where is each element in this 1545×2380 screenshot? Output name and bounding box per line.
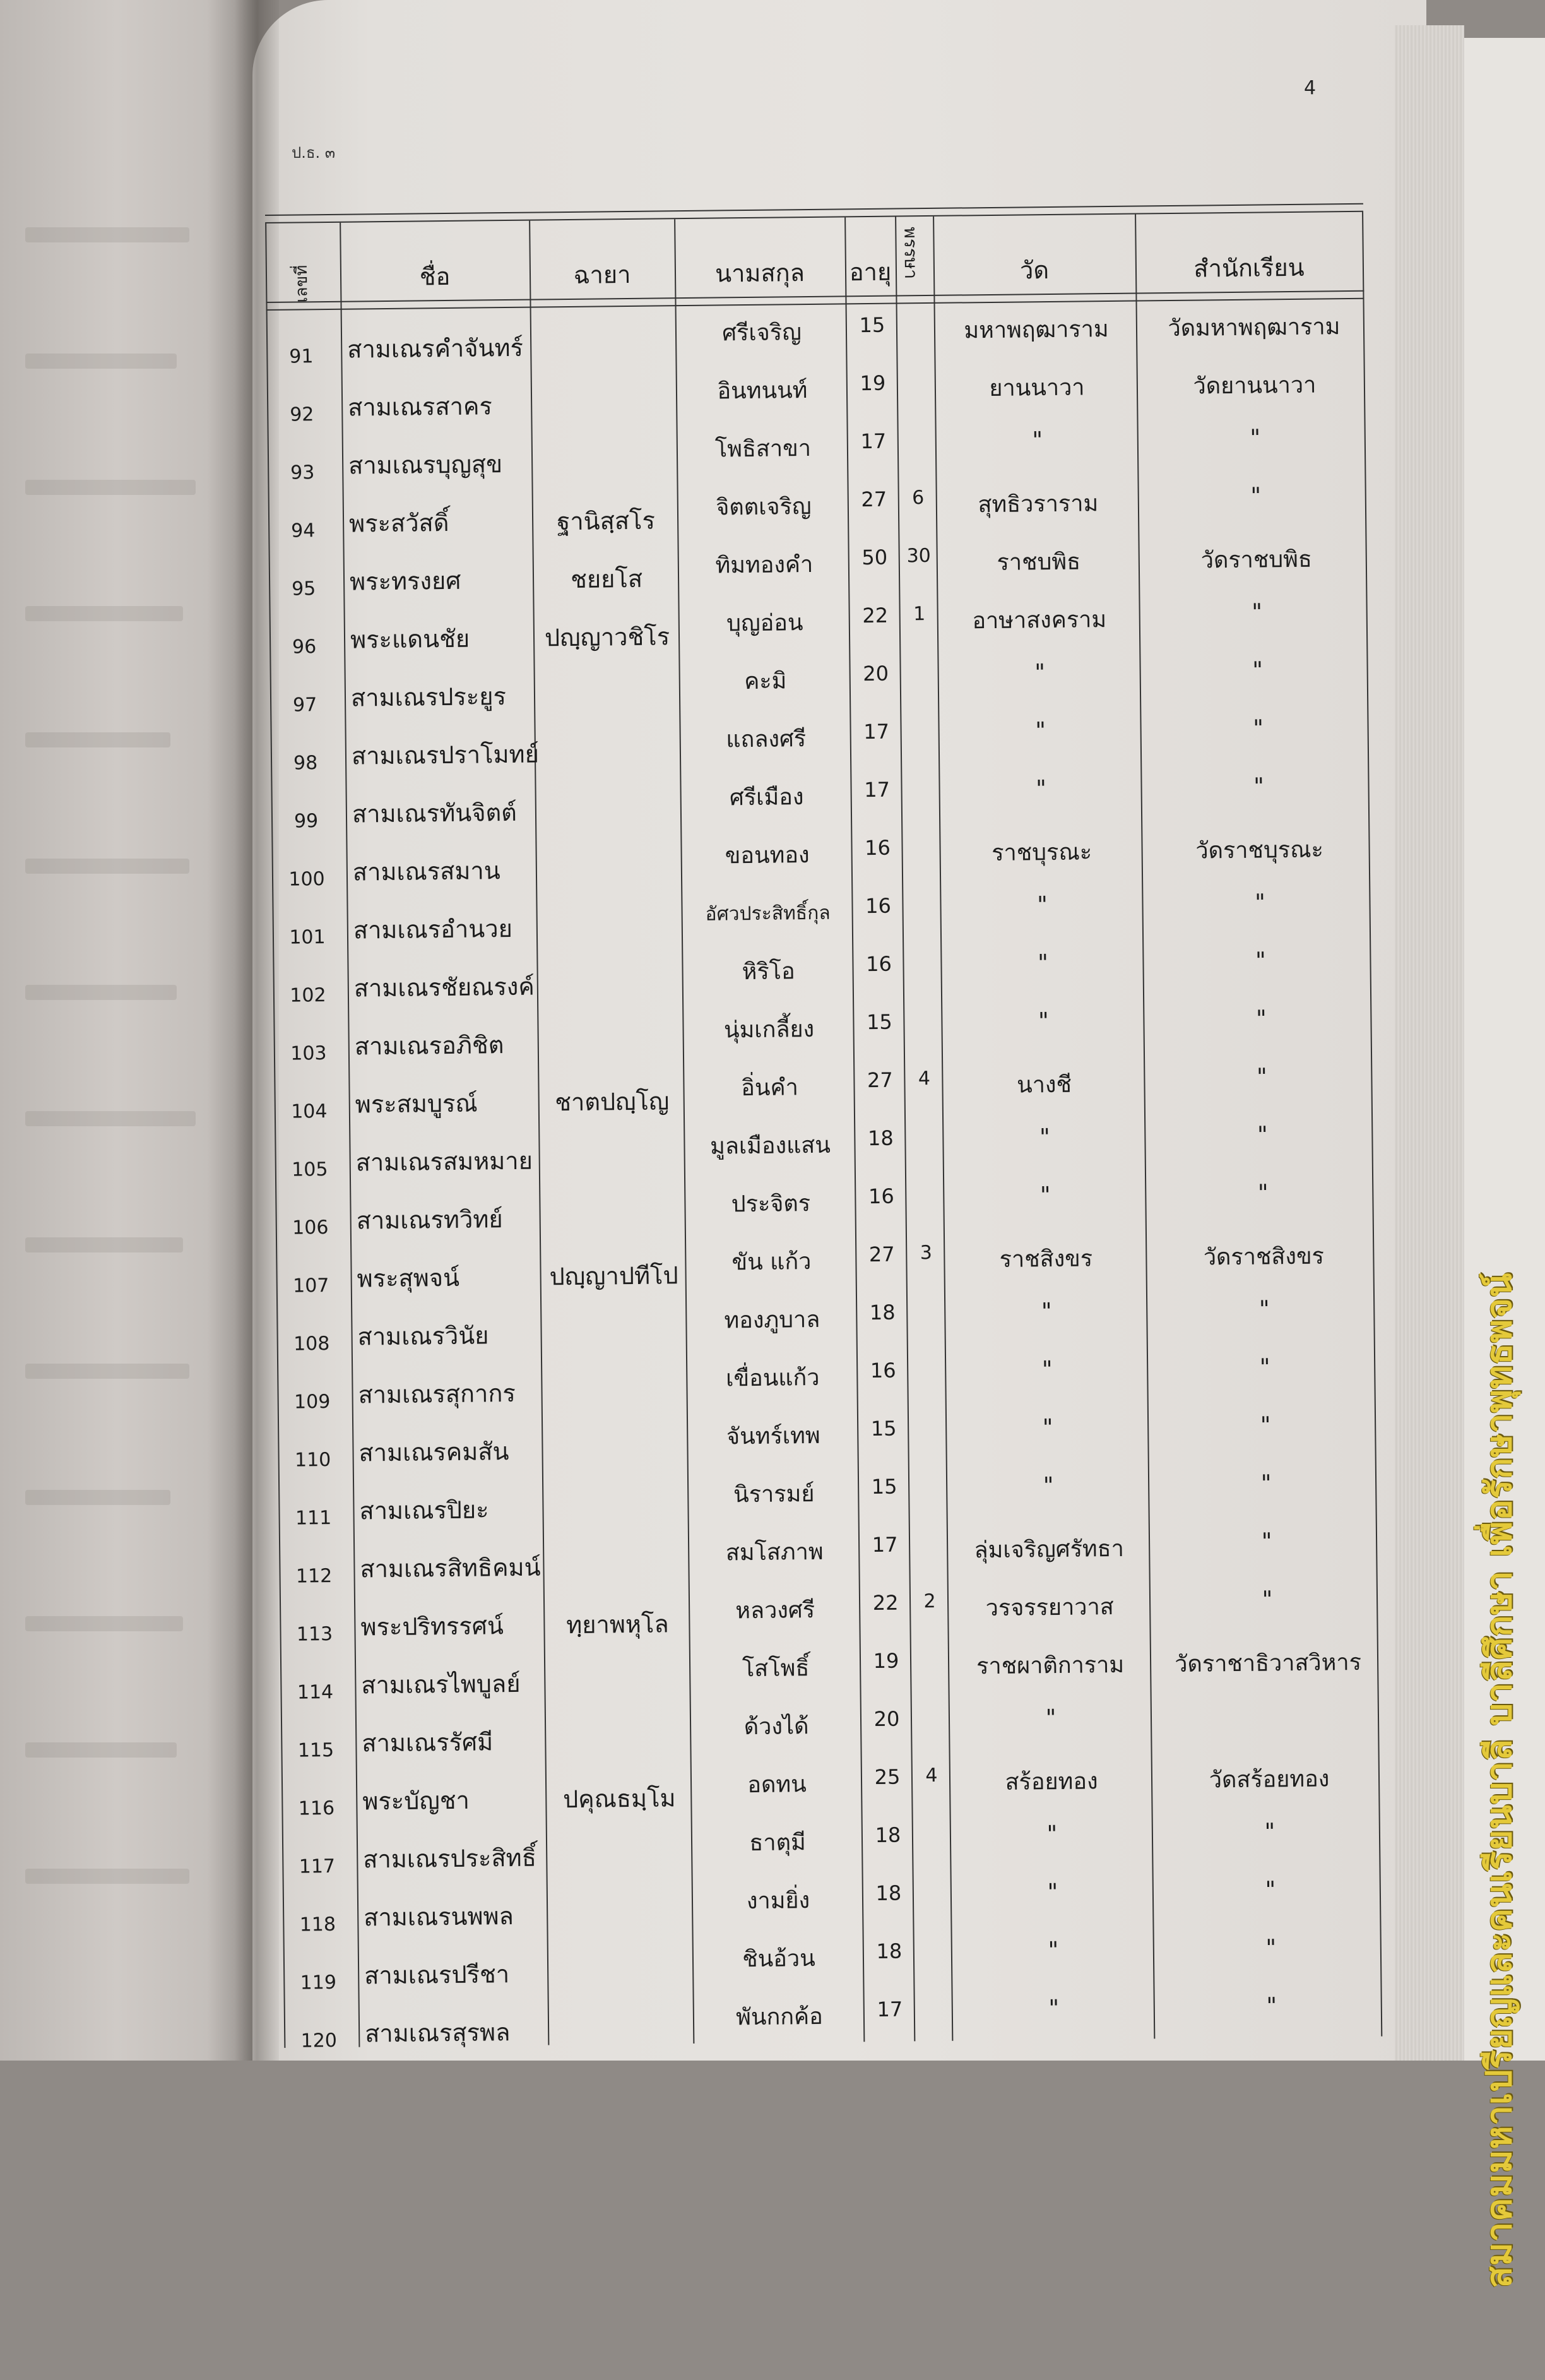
row-age: 18 xyxy=(875,1823,901,1848)
row-school: " xyxy=(1261,1528,1272,1555)
row-surname: แถลงศรี xyxy=(726,726,807,753)
row-name: สามเณรทันจิตต์ xyxy=(352,798,518,828)
table-row xyxy=(276,1292,1375,1359)
row-age: 15 xyxy=(871,1474,897,1499)
row-school: " xyxy=(1260,1412,1271,1439)
row-name: พระบัญชา xyxy=(362,1786,470,1816)
row-years xyxy=(912,1706,950,1707)
row-age: 27 xyxy=(868,1242,895,1267)
row-nickname xyxy=(546,1720,691,1722)
row-temple: ราชบพิธ xyxy=(997,549,1081,576)
row-surname: สมโสภาพ xyxy=(725,1538,824,1566)
row-number: 91 xyxy=(289,345,314,368)
row-name: สามเณรสมหมาย xyxy=(355,1146,533,1177)
row-number: 108 xyxy=(293,1333,330,1355)
ghost-text-line xyxy=(25,1111,196,1126)
row-number: 100 xyxy=(288,868,325,891)
table-row xyxy=(275,1117,1373,1184)
row-nickname xyxy=(544,1546,689,1547)
ghost-text-line xyxy=(25,1869,189,1884)
row-school: " xyxy=(1260,1470,1272,1497)
table-row xyxy=(281,1698,1380,1765)
row-number: 94 xyxy=(290,520,316,542)
table-row xyxy=(268,420,1366,487)
row-age: 15 xyxy=(870,1416,897,1441)
row-name: พระทรงยศ xyxy=(349,566,461,596)
row-age: 18 xyxy=(875,1881,902,1906)
row-nickname xyxy=(532,384,677,386)
row-temple: " xyxy=(1034,660,1046,686)
row-number: 117 xyxy=(299,1855,336,1878)
row-age: 18 xyxy=(867,1126,894,1151)
table-row xyxy=(276,1234,1375,1300)
row-surname: ประจิตร xyxy=(731,1191,811,1218)
row-name: สามเณรสมาน xyxy=(352,857,500,886)
table-row xyxy=(269,595,1368,662)
row-temple: " xyxy=(1047,1879,1058,1906)
row-surname: อิ่นคำ xyxy=(741,1074,799,1102)
row-years xyxy=(901,661,938,662)
row-temple: " xyxy=(1048,1995,1060,2022)
row-school: " xyxy=(1265,1935,1277,1961)
row-surname: อดทน xyxy=(747,1771,807,1799)
row-school: วัดราชบพิธ xyxy=(1200,546,1313,574)
row-temple: " xyxy=(1035,718,1046,744)
row-name: สามเณรปิยะ xyxy=(359,1496,489,1525)
row-number: 116 xyxy=(298,1797,335,1820)
row-nickname: ทฺยาพหุโล xyxy=(565,1610,669,1639)
row-years: 2 xyxy=(923,1590,936,1613)
row-age: 27 xyxy=(861,487,887,512)
row-nickname: ปคุณธมฺโม xyxy=(562,1784,676,1814)
row-years: 6 xyxy=(912,487,925,509)
table-row xyxy=(268,479,1367,545)
row-years: 3 xyxy=(920,1242,933,1264)
row-temple: วรจรรยาวาส xyxy=(985,1594,1114,1622)
row-number: 98 xyxy=(293,752,318,775)
row-age: 20 xyxy=(873,1706,900,1732)
row-surname: ขัน แก้ว xyxy=(731,1249,812,1276)
table-row xyxy=(269,537,1368,604)
row-surname: บุญอ่อน xyxy=(726,610,803,637)
row-age: 19 xyxy=(873,1648,899,1674)
row-number: 106 xyxy=(292,1217,329,1239)
table-row xyxy=(280,1582,1378,1649)
row-number: 105 xyxy=(292,1158,328,1181)
row-school: " xyxy=(1264,1819,1276,1845)
row-temple: นางชี xyxy=(1016,1071,1072,1098)
row-number: 99 xyxy=(293,810,319,833)
row-number: 111 xyxy=(295,1507,332,1530)
row-age: 27 xyxy=(867,1068,893,1093)
ghost-text-line xyxy=(25,1616,183,1631)
table-row xyxy=(278,1466,1377,1533)
row-nickname xyxy=(537,849,682,850)
row-temple: " xyxy=(1046,1821,1058,1848)
row-number: 93 xyxy=(290,461,315,484)
row-surname: โสโพธิ์ xyxy=(742,1655,810,1682)
ghost-text-line xyxy=(25,732,170,747)
row-surname: เขื่อนแก้ว xyxy=(725,1364,820,1392)
row-school: " xyxy=(1250,425,1261,451)
left-facing-page xyxy=(0,0,259,2061)
row-surname: พันกกค้อ xyxy=(735,2003,823,2031)
row-temple: มหาพฤฒาราม xyxy=(964,316,1109,344)
row-surname: จิตตเจริญ xyxy=(716,493,812,521)
row-surname: อินทนนท์ xyxy=(717,378,808,405)
row-name: สามเณรคำจันทร์ xyxy=(347,333,524,364)
row-number: 102 xyxy=(290,984,326,1007)
row-age: 17 xyxy=(860,429,887,454)
row-name: สามเณรสาคร xyxy=(347,392,493,422)
row-nickname xyxy=(536,791,682,792)
row-nickname xyxy=(538,1023,684,1025)
side-banner-text: สมาคมมหาเปรียญและคนเรียนบาลี บาลีศึกษา เพื่อรักษาพุทธพจน์ xyxy=(1479,1272,1520,2288)
table-row xyxy=(273,1001,1372,1068)
row-school: " xyxy=(1266,1993,1277,2020)
row-name: สามเณรสุกากร xyxy=(358,1379,516,1409)
row-nickname: ชยยโส xyxy=(570,564,643,593)
row-nickname: ปญฺญาปทีโป xyxy=(549,1261,678,1291)
row-surname: ทองภูบาล xyxy=(724,1306,820,1334)
ghost-text-line xyxy=(25,985,177,1000)
row-surname: งามยิ่ง xyxy=(746,1888,810,1915)
row-name: สามเณรประสิทธิ์ xyxy=(363,1843,537,1874)
table-row xyxy=(278,1408,1376,1475)
table-row xyxy=(273,943,1371,1010)
table-row xyxy=(272,885,1371,952)
row-surname: อัศวประสิทธิ์กุล xyxy=(705,901,831,925)
table-row xyxy=(280,1640,1379,1707)
row-number: 115 xyxy=(297,1739,334,1762)
table-row xyxy=(282,1814,1381,1881)
row-temple: " xyxy=(1039,1182,1051,1209)
table-row xyxy=(283,1931,1382,1997)
row-years xyxy=(910,1532,948,1533)
header-surname: นามสกุล xyxy=(714,259,805,288)
row-temple: ยานนาวา xyxy=(989,374,1085,402)
row-age: 15 xyxy=(859,312,885,338)
row-age: 17 xyxy=(864,777,891,802)
row-nickname xyxy=(543,1430,688,1431)
row-nickname xyxy=(549,2011,694,2012)
page-header-label: ป.ธ. ๓ xyxy=(292,144,336,162)
ghost-text-line xyxy=(25,1237,183,1252)
row-nickname xyxy=(543,1488,689,1489)
table-row xyxy=(284,1989,1383,2056)
row-number: 104 xyxy=(291,1100,328,1123)
row-name: พระสมบูรณ์ xyxy=(355,1089,478,1119)
row-nickname xyxy=(531,326,677,328)
row-nickname xyxy=(540,1139,685,1141)
row-school: " xyxy=(1252,599,1263,626)
row-years xyxy=(904,951,942,952)
header-nickname: ฉายา xyxy=(573,260,631,289)
row-number: 95 xyxy=(291,578,316,600)
row-name: สามเณรอภิชิต xyxy=(354,1031,504,1061)
row-name: พระสวัสดิ์ xyxy=(348,508,449,538)
row-temple: " xyxy=(1032,427,1043,454)
row-years xyxy=(901,719,939,720)
row-age: 18 xyxy=(876,1939,903,1964)
row-nickname xyxy=(545,1662,690,1663)
row-number: 112 xyxy=(295,1565,333,1588)
row-name: สามเณรสุรพล xyxy=(364,2018,511,2048)
header-school: สำนักเรียน xyxy=(1193,253,1305,283)
ghost-text-line xyxy=(25,1364,189,1379)
ghost-text-line xyxy=(25,1742,177,1758)
ghost-text-line xyxy=(25,480,196,495)
row-years xyxy=(897,312,935,313)
row-school: " xyxy=(1253,773,1265,800)
row-temple: " xyxy=(1041,1357,1053,1383)
row-surname: ธาตุมี xyxy=(749,1830,806,1857)
row-temple: " xyxy=(1037,950,1048,977)
row-school: " xyxy=(1257,1180,1269,1206)
row-school: วัดราชบุรณะ xyxy=(1195,836,1324,864)
row-years xyxy=(903,893,941,894)
row-years: 4 xyxy=(925,1764,938,1787)
row-nickname xyxy=(538,965,684,967)
row-years xyxy=(903,835,940,836)
header-name: ชื่อ xyxy=(419,262,451,291)
row-name: สามเณรอำนวย xyxy=(353,914,513,944)
row-number: 113 xyxy=(296,1623,333,1646)
row-age: 16 xyxy=(865,893,892,919)
row-years xyxy=(908,1358,946,1359)
row-nickname: ฐานิสฺสโร xyxy=(557,506,656,536)
row-name: สามเณรนพพล xyxy=(364,1902,514,1932)
row-temple: " xyxy=(1045,1705,1057,1732)
row-number: 103 xyxy=(290,1042,327,1065)
row-nickname: ชาตปญฺโญ xyxy=(554,1087,670,1117)
table-row xyxy=(267,362,1366,429)
row-number: 92 xyxy=(290,403,314,426)
row-nickname xyxy=(540,1198,685,1199)
table-row xyxy=(270,711,1369,778)
row-temple: " xyxy=(1043,1473,1054,1499)
table-row xyxy=(279,1524,1378,1591)
row-years xyxy=(909,1416,947,1417)
row-age: 16 xyxy=(868,1184,894,1209)
table-row xyxy=(266,304,1365,371)
row-age: 50 xyxy=(861,545,888,570)
row-temple: ลุ่มเจริญศรัทธา xyxy=(974,1535,1125,1564)
row-temple: สร้อยทอง xyxy=(1005,1768,1098,1795)
row-surname: คะมิ xyxy=(743,668,787,695)
row-number: 109 xyxy=(293,1391,331,1413)
row-temple: ราชสิงขร xyxy=(999,1246,1093,1273)
row-name: สามเณรทวิทย์ xyxy=(356,1205,503,1235)
row-temple: " xyxy=(1041,1299,1052,1325)
row-school: " xyxy=(1252,657,1264,684)
row-temple: ราชผาติการาม xyxy=(976,1651,1125,1680)
row-number: 107 xyxy=(292,1275,329,1297)
row-number: 110 xyxy=(294,1449,331,1472)
row-school: " xyxy=(1257,1122,1268,1148)
row-nickname xyxy=(535,675,680,676)
table-row xyxy=(271,769,1370,836)
table-row xyxy=(269,653,1368,720)
row-school: วัดราชสิงขร xyxy=(1203,1243,1325,1271)
row-temple: " xyxy=(1039,1124,1050,1151)
row-years xyxy=(909,1474,947,1475)
row-nickname xyxy=(533,443,678,444)
page-edges xyxy=(1395,25,1464,2061)
row-school: " xyxy=(1250,483,1262,509)
ghost-text-line xyxy=(25,859,189,874)
row-surname: ทิมทองคำ xyxy=(715,551,814,579)
row-temple: สุทธิวราราม xyxy=(978,491,1099,518)
row-name: พระปริทรรศน์ xyxy=(360,1612,504,1641)
row-number: 101 xyxy=(289,926,326,949)
row-years: 1 xyxy=(913,603,926,626)
row-number: 97 xyxy=(292,694,317,717)
row-school: " xyxy=(1255,948,1266,974)
row-age: 18 xyxy=(869,1300,896,1325)
row-name: สามเณรปรีชา xyxy=(364,1960,510,1990)
row-number: 119 xyxy=(300,1971,337,1994)
row-name: สามเณรคมสัน xyxy=(358,1437,509,1467)
row-nickname xyxy=(538,907,683,908)
row-temple: ราชบุรณะ xyxy=(991,839,1092,866)
ghost-text-line xyxy=(25,227,189,242)
row-temple: " xyxy=(1038,1008,1049,1035)
row-years xyxy=(902,777,940,778)
row-age: 22 xyxy=(872,1590,899,1615)
ghost-text-line xyxy=(25,354,177,369)
row-age: 17 xyxy=(877,1997,903,2022)
row-nickname xyxy=(536,733,681,734)
row-number: 118 xyxy=(299,1913,336,1936)
row-school xyxy=(1158,1702,1379,1705)
row-name: พระสุพจน์ xyxy=(357,1263,460,1293)
row-surname: มูลเมืองแสน xyxy=(709,1132,831,1160)
row-temple: " xyxy=(1037,892,1048,919)
row-nickname xyxy=(542,1372,687,1373)
row-name: สามเณรไพบูลย์ xyxy=(361,1669,521,1699)
ghost-text-line xyxy=(25,606,183,621)
row-name: สามเณรรัศมี xyxy=(362,1728,494,1758)
row-surname: หลวงศรี xyxy=(735,1597,815,1624)
row-age: 22 xyxy=(862,603,889,628)
row-school: " xyxy=(1262,1586,1273,1613)
row-surname: นิรารมย์ xyxy=(733,1480,815,1508)
row-years: 4 xyxy=(918,1068,931,1090)
ghost-text-line xyxy=(25,1490,170,1505)
row-surname: ศรีเมือง xyxy=(729,784,804,811)
header-temple: วัด xyxy=(1019,256,1050,285)
row-school: " xyxy=(1258,1296,1270,1323)
row-age: 19 xyxy=(860,371,886,396)
row-age: 16 xyxy=(864,835,891,860)
row-age: 20 xyxy=(863,661,889,686)
row-age: 25 xyxy=(874,1764,901,1790)
row-temple: อาษาสงคราม xyxy=(972,607,1107,634)
row-temple: " xyxy=(1036,776,1047,802)
header-years: พรรษา xyxy=(900,227,922,280)
table-row xyxy=(271,827,1370,894)
row-name: สามเณรสิทธิคมน์ xyxy=(360,1553,541,1583)
row-surname: ขอนทอง xyxy=(725,842,810,869)
table-row xyxy=(281,1756,1380,1823)
row-age: 17 xyxy=(872,1532,898,1557)
row-nickname xyxy=(548,1895,693,1896)
row-name: สามเณรปราโมทย์ xyxy=(351,740,540,770)
row-school: " xyxy=(1265,1877,1276,1903)
header-number: เลขที่ xyxy=(292,265,312,303)
header-age: อายุ xyxy=(849,258,892,287)
row-school: วัดราชาธิวาสวิหาร xyxy=(1175,1649,1362,1678)
row-nickname xyxy=(548,1953,694,1954)
row-age: 16 xyxy=(865,951,892,977)
row-surname: โพธิสาขา xyxy=(714,435,812,463)
row-number: 114 xyxy=(297,1681,334,1704)
row-age: 17 xyxy=(863,719,890,744)
table-row xyxy=(277,1350,1376,1417)
row-school: วัดสร้อยทอง xyxy=(1209,1766,1330,1794)
row-name: สามเณรบุญสุข xyxy=(348,450,503,480)
row-surname: ด้วงได้ xyxy=(743,1713,809,1740)
row-school: " xyxy=(1253,715,1264,742)
row-number: 96 xyxy=(292,636,317,658)
row-temple: " xyxy=(1048,1937,1059,1964)
row-temple: " xyxy=(1042,1415,1053,1441)
row-school: " xyxy=(1255,890,1265,916)
row-years: 30 xyxy=(906,544,931,568)
row-nickname: ปญฺญาวชิโร xyxy=(544,622,670,652)
row-nickname xyxy=(542,1314,687,1315)
row-name: สามเณรประยูร xyxy=(350,682,507,712)
row-school: วัดยานนาวา xyxy=(1193,372,1317,400)
table-row xyxy=(283,1872,1382,1939)
table-row xyxy=(274,1059,1373,1126)
row-years xyxy=(904,1009,942,1010)
row-name: สามเณรวินัย xyxy=(357,1321,489,1351)
table-row xyxy=(275,1175,1374,1242)
row-school: วัดมหาพฤฒาราม xyxy=(1168,314,1341,342)
page-number: 4 xyxy=(1304,77,1317,99)
row-nickname xyxy=(547,1836,692,1838)
row-surname: ศรีเจริญ xyxy=(721,319,802,347)
row-number: 120 xyxy=(300,2029,338,2052)
row-school: " xyxy=(1255,1006,1267,1032)
row-surname: หิริโอ xyxy=(742,958,795,985)
row-school: " xyxy=(1256,1064,1267,1090)
row-name: สามเณรชัยณรงค์ xyxy=(353,972,535,1003)
row-surname: จันทร์เทพ xyxy=(726,1422,820,1450)
row-years xyxy=(911,1648,949,1649)
row-surname: นุ่มเกลี้ยง xyxy=(723,1016,815,1044)
student-table xyxy=(265,203,1395,2052)
row-name: พระแดนชัย xyxy=(350,624,470,654)
row-age: 16 xyxy=(870,1358,896,1383)
row-school: " xyxy=(1259,1354,1270,1381)
row-age: 15 xyxy=(866,1009,893,1035)
row-surname: ชินอ้วน xyxy=(742,1946,815,1973)
